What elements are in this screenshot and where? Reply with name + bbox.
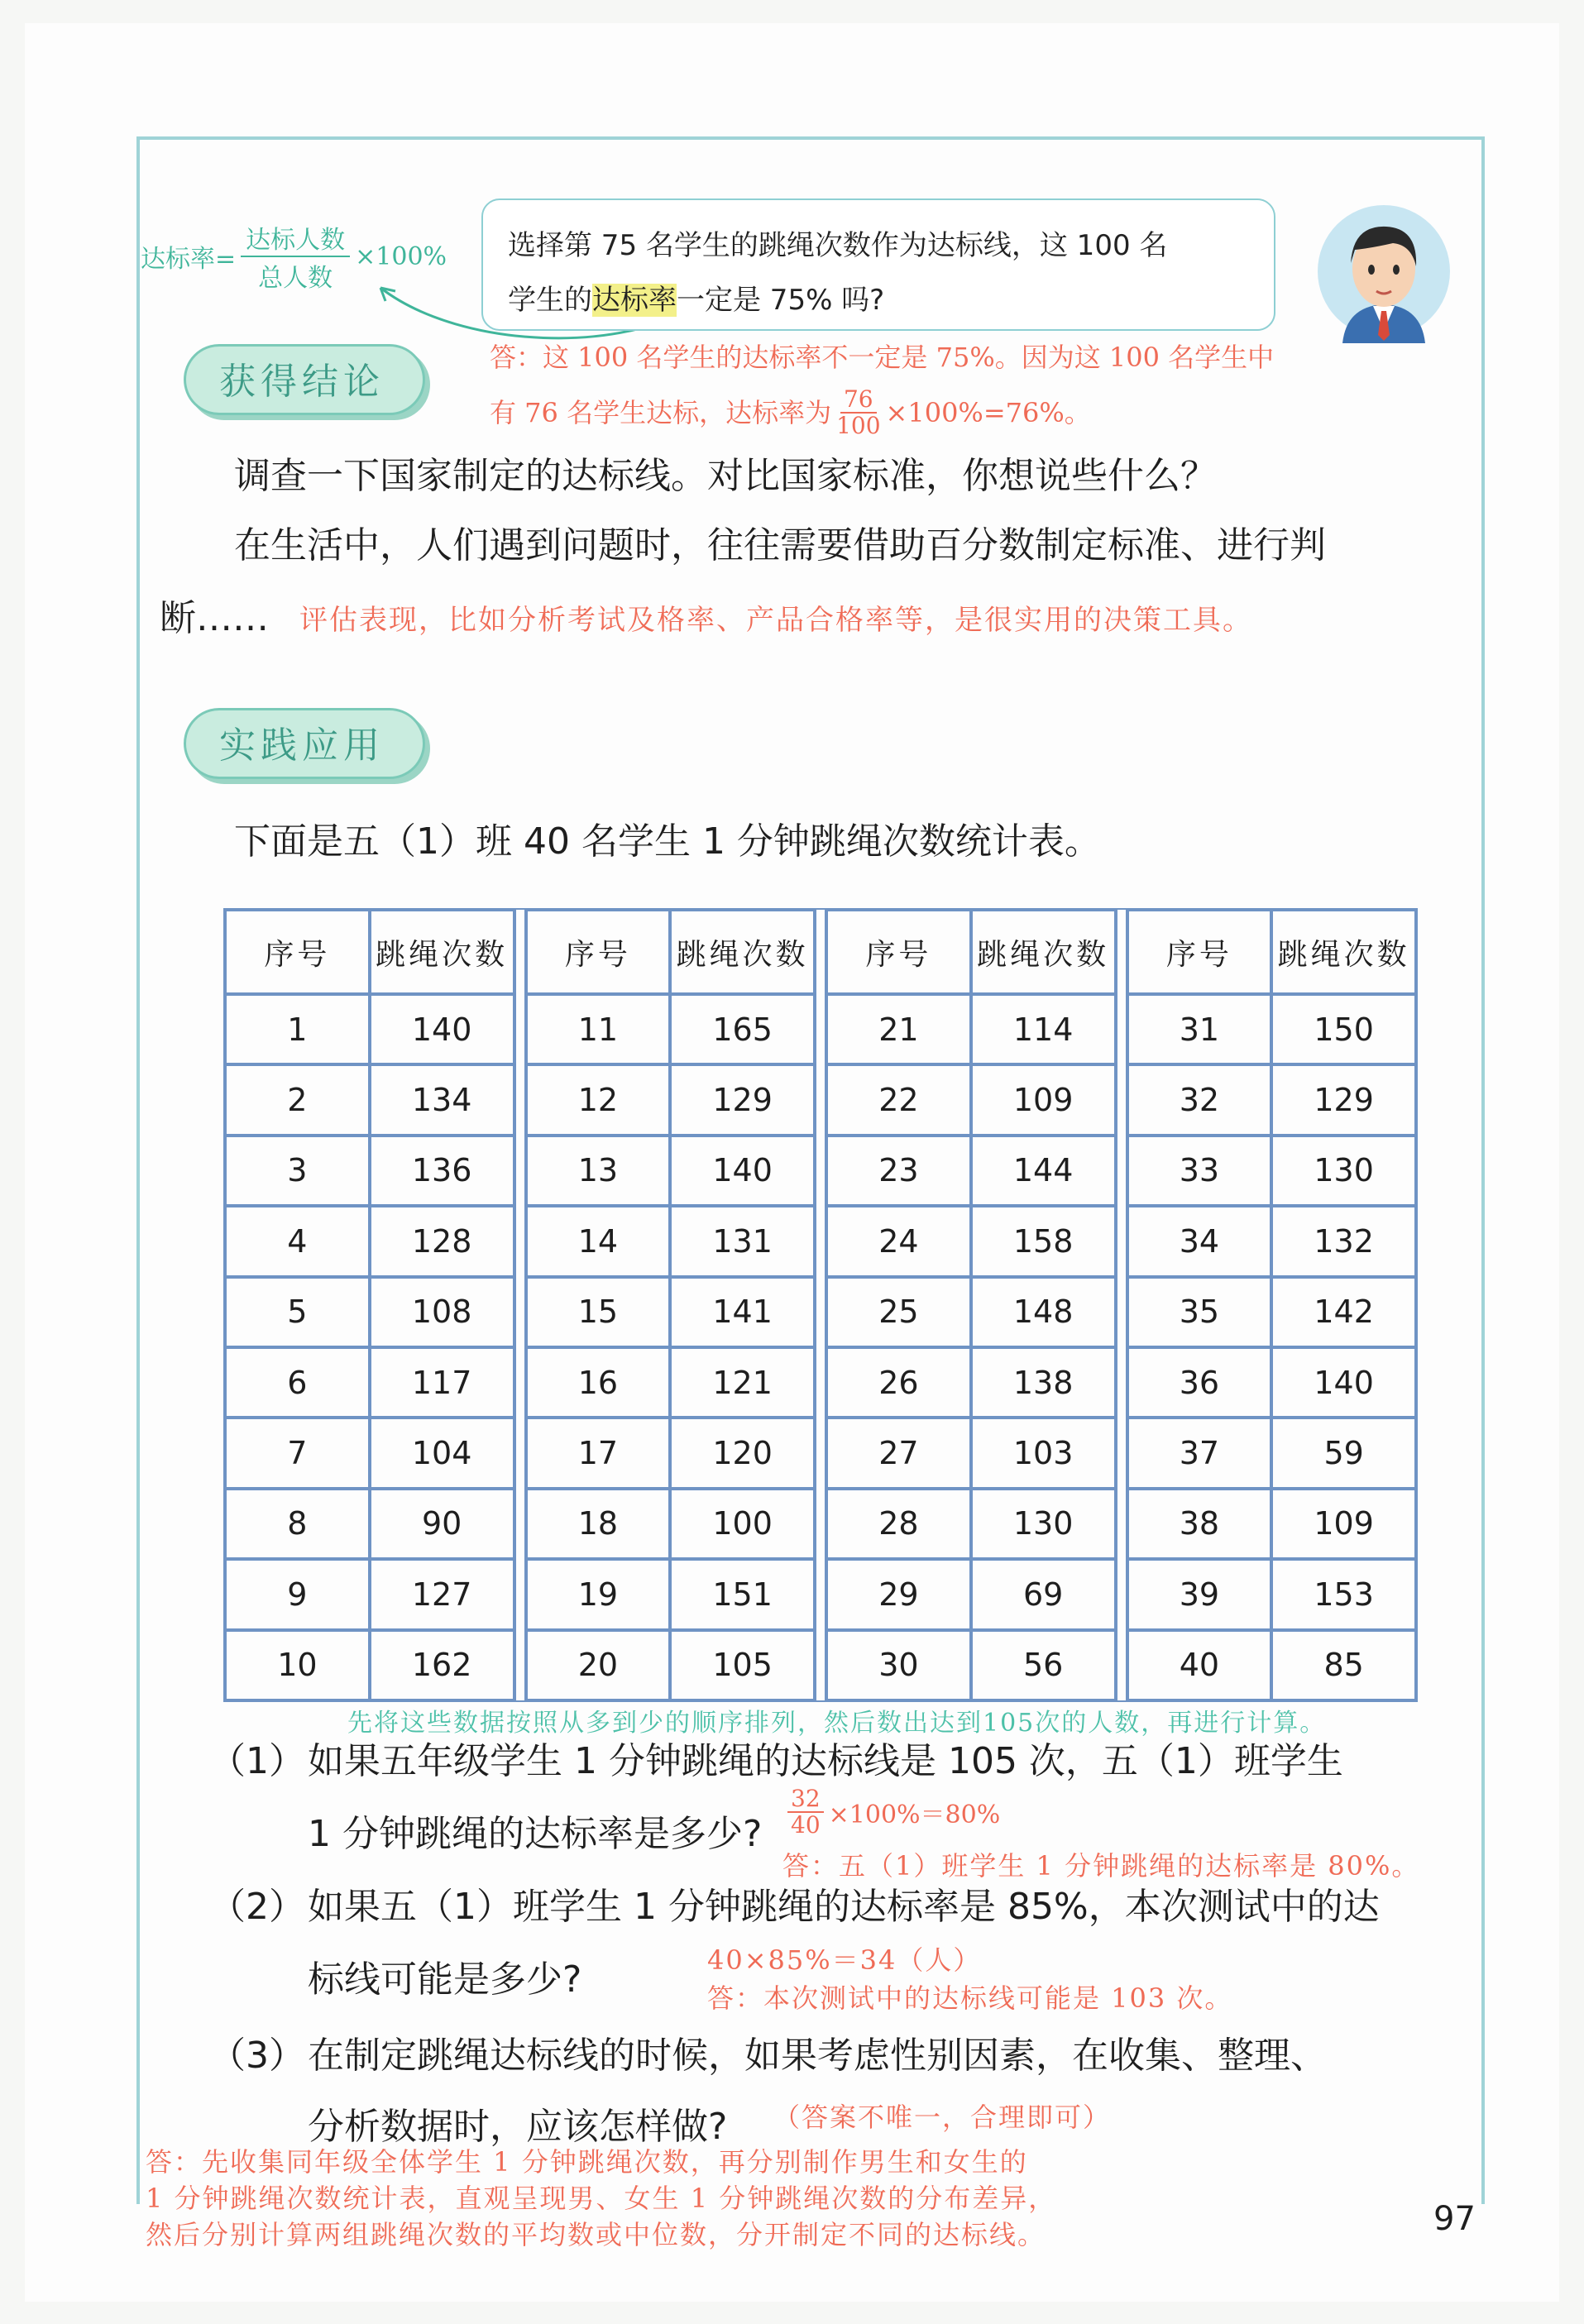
table-row (225, 1277, 1416, 1347)
page-number: 97 (1433, 2200, 1476, 2238)
table-gap (1116, 1206, 1127, 1276)
question-3-answer-line-2: 1 分钟跳绳次数统计表，直观呈现男、女生 1 分钟跳绳次数的分布差异， (146, 2183, 1057, 2214)
question-1-answer: 答：五（1）班学生 1 分钟跳绳的达标率是 80%。 (782, 1850, 1420, 1882)
cell-index: 14 (526, 1206, 671, 1276)
header-count-2: 跳绳次数 (670, 910, 815, 994)
table-gap (815, 994, 826, 1064)
cell-jump-count: 56 (971, 1630, 1116, 1700)
question-2-number: （2） (209, 1886, 305, 1928)
question-1-line-1: 如果五年级学生 1 分钟跳绳的达标线是 105 次，五（1）班学生 (308, 1740, 1343, 1782)
q1-calc-tail: ×100%＝80% (828, 1800, 1001, 1829)
question-3-line-1: 在制定跳绳达标线的时候，如果考虑性别因素，在收集、整理、 (308, 2035, 1327, 2077)
table-row (225, 1630, 1416, 1700)
cell-jump-count: 131 (670, 1206, 815, 1276)
section-header-conclusion: 获得结论 (184, 344, 425, 415)
formula-lhs: 达标率= (141, 245, 237, 274)
q1-frac-den: 40 (791, 1811, 821, 1839)
cell-jump-count: 132 (1271, 1206, 1416, 1276)
table-gap (1116, 1559, 1127, 1629)
frame-border-left (136, 136, 140, 2204)
question-3-note: （答案不唯一，合理即可） (773, 2102, 1112, 2133)
header-index-1: 序号 (225, 910, 370, 994)
cell-jump-count: 150 (1271, 994, 1416, 1064)
table-row (225, 1136, 1416, 1206)
header-index-2: 序号 (526, 910, 671, 994)
bubble-line-2-post: 一定是 75% 吗? (677, 284, 885, 317)
cell-index: 29 (826, 1559, 971, 1629)
cell-jump-count: 140 (670, 1136, 815, 1206)
table-gap (1116, 1136, 1127, 1206)
bubble-line-1: 选择第 75 名学生的跳绳次数作为达标线，这 100 名 (508, 229, 1168, 262)
cell-index: 7 (225, 1418, 370, 1488)
header-count-1: 跳绳次数 (370, 910, 514, 994)
table-row (225, 1064, 1416, 1135)
table-row (225, 1418, 1416, 1488)
answer-1-frac-num: 76 (840, 387, 877, 414)
paragraph-life: 在生活中，人们遇到问题时，往往需要借助百分数制定标准、进行判 (234, 524, 1326, 567)
cell-jump-count: 128 (370, 1206, 514, 1276)
table-gap (1116, 1630, 1127, 1700)
cell-jump-count: 103 (971, 1418, 1116, 1488)
cell-jump-count: 127 (370, 1559, 514, 1629)
table-gap (815, 910, 826, 994)
answer-1-fraction (836, 387, 880, 438)
table-gap (514, 1347, 526, 1418)
question-2-line-2: 标线可能是多少? (308, 1958, 582, 2001)
cell-jump-count: 121 (670, 1347, 815, 1418)
cell-jump-count: 136 (370, 1136, 514, 1206)
cell-index: 13 (526, 1136, 671, 1206)
cell-jump-count: 138 (971, 1347, 1116, 1418)
cell-index: 11 (526, 994, 671, 1064)
table-gap (815, 1559, 826, 1629)
table-gap (514, 1064, 526, 1135)
table-row (225, 1347, 1416, 1418)
table-gap (815, 1630, 826, 1700)
cell-index: 10 (225, 1630, 370, 1700)
cell-index: 15 (526, 1277, 671, 1347)
handwritten-note-1: 评估表现，比如分析考试及格率、产品合格率等，是很实用的决策工具。 (299, 604, 1252, 637)
q1-frac-num: 32 (787, 1786, 824, 1813)
speech-bubble (481, 198, 1275, 331)
frame-border-right (1481, 136, 1485, 2204)
cell-index: 38 (1127, 1489, 1272, 1559)
q1-fraction (787, 1786, 824, 1838)
cell-jump-count: 130 (1271, 1136, 1416, 1206)
cell-index: 18 (526, 1489, 671, 1559)
cell-jump-count: 114 (971, 994, 1116, 1064)
cell-index: 30 (826, 1630, 971, 1700)
cell-jump-count: 151 (670, 1559, 815, 1629)
cell-index: 36 (1127, 1347, 1272, 1418)
table-row (225, 1206, 1416, 1276)
handwritten-hint: 先将这些数据按照从多到少的顺序排列，然后数出达到105次的人数，再进行计算。 (347, 1709, 1327, 1738)
formula-fraction (241, 219, 350, 294)
cell-index: 1 (225, 994, 370, 1064)
cell-index: 28 (826, 1489, 971, 1559)
table-row (225, 1489, 1416, 1559)
header-count-4: 跳绳次数 (1271, 910, 1416, 994)
answer-1-frac-den: 100 (836, 412, 881, 439)
cell-index: 16 (526, 1347, 671, 1418)
cell-jump-count: 153 (1271, 1559, 1416, 1629)
question-3-line-2: 分析数据时，应该怎样做? (308, 2106, 728, 2148)
cell-jump-count: 130 (971, 1489, 1116, 1559)
question-1-number: （1） (209, 1740, 305, 1782)
table-gap (1116, 1277, 1127, 1347)
question-2-answer: 答：本次测试中的达标线可能是 103 次。 (707, 1982, 1233, 2014)
table-gap (514, 1559, 526, 1629)
cell-index: 22 (826, 1064, 971, 1135)
cell-jump-count: 134 (370, 1064, 514, 1135)
cell-jump-count: 162 (370, 1630, 514, 1700)
cell-jump-count: 108 (370, 1277, 514, 1347)
table-gap (1116, 1347, 1127, 1418)
cell-index: 24 (826, 1206, 971, 1276)
cell-jump-count: 85 (1271, 1630, 1416, 1700)
table-intro: 下面是五（1）班 40 名学生 1 分钟跳绳次数统计表。 (234, 820, 1101, 863)
cell-index: 26 (826, 1347, 971, 1418)
question-3-answer-line-3: 然后分别计算两组跳绳次数的平均数或中位数，分开制定不同的达标线。 (146, 2219, 1046, 2250)
cell-jump-count: 158 (971, 1206, 1116, 1276)
cell-index: 40 (1127, 1630, 1272, 1700)
cell-jump-count: 69 (971, 1559, 1116, 1629)
cell-jump-count: 148 (971, 1277, 1116, 1347)
cell-index: 2 (225, 1064, 370, 1135)
bubble-line-2 (508, 273, 1249, 328)
cell-jump-count: 140 (1271, 1347, 1416, 1418)
cell-index: 5 (225, 1277, 370, 1347)
question-1-line-2: 1 分钟跳绳的达标率是多少? (308, 1813, 763, 1855)
table-gap (1116, 994, 1127, 1064)
formula-numerator: 达标人数 (241, 219, 350, 257)
table-gap (1116, 1489, 1127, 1559)
cell-index: 8 (225, 1489, 370, 1559)
cell-jump-count: 120 (670, 1418, 815, 1488)
table-gap (815, 1418, 826, 1488)
cell-index: 12 (526, 1064, 671, 1135)
table-gap (514, 1206, 526, 1276)
table-row (225, 1559, 1416, 1629)
highlighted-term: 达标率 (592, 284, 677, 317)
cell-jump-count: 129 (670, 1064, 815, 1135)
cell-index: 9 (225, 1559, 370, 1629)
cell-index: 20 (526, 1630, 671, 1700)
answer-1-line-2-pre: 有 76 名学生达标，达标率为 (490, 397, 832, 428)
cell-index: 33 (1127, 1136, 1272, 1206)
paragraph-life-cont: 断…… (160, 597, 269, 639)
question-3-answer-line-1: 答：先收集同年级全体学生 1 分钟跳绳次数，再分别制作男生和女生的 (146, 2146, 1028, 2178)
cell-jump-count: 59 (1271, 1418, 1416, 1488)
cell-index: 31 (1127, 994, 1272, 1064)
header-count-3: 跳绳次数 (971, 910, 1116, 994)
cell-index: 37 (1127, 1418, 1272, 1488)
cell-index: 32 (1127, 1064, 1272, 1135)
formula-tail: ×100% (355, 241, 447, 271)
cell-jump-count: 105 (670, 1630, 815, 1700)
header-index-3: 序号 (826, 910, 971, 994)
cell-jump-count: 141 (670, 1277, 815, 1347)
frame-border-top (136, 136, 1485, 140)
formula-denominator: 总人数 (258, 264, 333, 293)
question-2-line-1: 如果五（1）班学生 1 分钟跳绳的达标率是 85%，本次测试中的达 (308, 1886, 1380, 1928)
bubble-line-2-pre: 学生的 (508, 284, 592, 317)
question-1-calc (782, 1786, 1000, 1838)
table-gap (514, 1136, 526, 1206)
cell-index: 39 (1127, 1559, 1272, 1629)
cell-jump-count: 109 (971, 1064, 1116, 1135)
table-gap (1116, 910, 1127, 994)
cell-jump-count: 104 (370, 1418, 514, 1488)
table-row (225, 994, 1416, 1064)
table-gap (815, 1064, 826, 1135)
cell-index: 34 (1127, 1206, 1272, 1276)
cell-index: 19 (526, 1559, 671, 1629)
section-header-practice: 实践应用 (184, 708, 425, 779)
cell-jump-count: 142 (1271, 1277, 1416, 1347)
table-gap (514, 994, 526, 1064)
cell-index: 27 (826, 1418, 971, 1488)
cell-jump-count: 90 (370, 1489, 514, 1559)
cell-index: 6 (225, 1347, 370, 1418)
answer-1-line-2 (490, 387, 1091, 438)
answer-1-line-2-post: ×100%=76%。 (885, 397, 1091, 428)
table-gap (1116, 1418, 1127, 1488)
cell-index: 25 (826, 1277, 971, 1347)
table-gap (1116, 1064, 1127, 1135)
cell-index: 3 (225, 1136, 370, 1206)
cell-jump-count: 144 (971, 1136, 1116, 1206)
cell-jump-count: 129 (1271, 1064, 1416, 1135)
paragraph-survey: 调查一下国家制定的达标线。对比国家标准，你想说些什么？ (234, 455, 1217, 497)
table-gap (815, 1206, 826, 1276)
cell-index: 21 (826, 994, 971, 1064)
table-gap (815, 1347, 826, 1418)
cell-index: 23 (826, 1136, 971, 1206)
question-2-calc: 40×85%＝34（人） (707, 1944, 982, 1976)
table-gap (815, 1277, 826, 1347)
table-gap (514, 1630, 526, 1700)
table-gap (514, 910, 526, 994)
cell-jump-count: 109 (1271, 1489, 1416, 1559)
cell-jump-count: 165 (670, 994, 815, 1064)
jump-rope-table (223, 908, 1418, 1702)
table-gap (815, 1136, 826, 1206)
boy-illustration (1314, 198, 1454, 343)
table-gap (514, 1418, 526, 1488)
cell-jump-count: 100 (670, 1489, 815, 1559)
cell-index: 4 (225, 1206, 370, 1276)
cell-index: 17 (526, 1418, 671, 1488)
table-gap (514, 1277, 526, 1347)
header-index-4: 序号 (1127, 910, 1272, 994)
cell-index: 35 (1127, 1277, 1272, 1347)
table-header-row (225, 910, 1416, 994)
table-gap (815, 1489, 826, 1559)
table-gap (514, 1489, 526, 1559)
cell-jump-count: 140 (370, 994, 514, 1064)
question-3-number: （3） (209, 2035, 305, 2077)
answer-1-line-1: 答：这 100 名学生的达标率不一定是 75%。因为这 100 名学生中 (490, 342, 1275, 373)
cell-jump-count: 117 (370, 1347, 514, 1418)
